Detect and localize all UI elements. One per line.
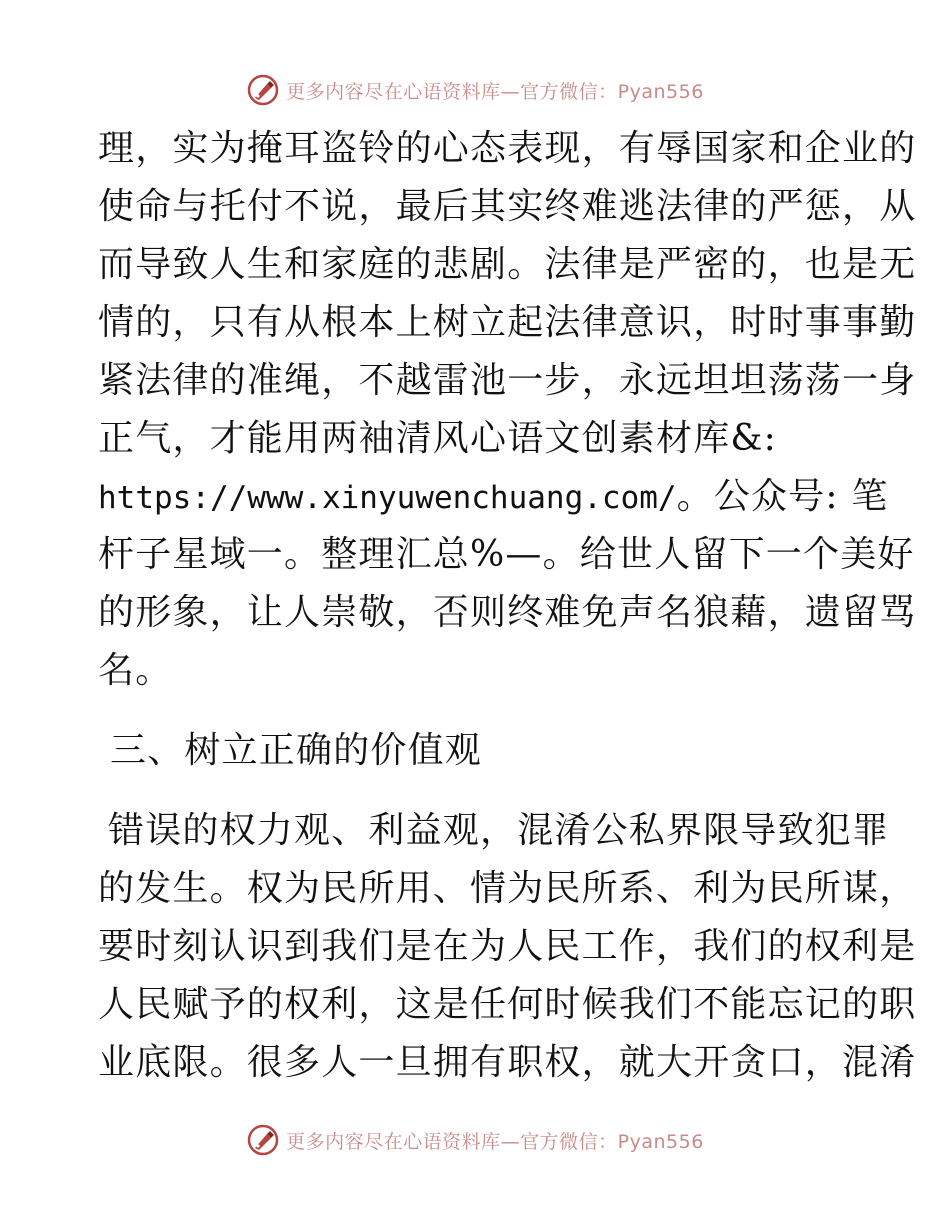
website-url: https://www.xinyuwenchuang.com/ xyxy=(98,480,677,516)
pen-nib-logo-icon xyxy=(246,1123,280,1157)
text-line: 业底限。很多人一旦拥有职权，就大开贪口，混淆 xyxy=(98,1042,917,1083)
url-text-line xyxy=(98,468,889,526)
header-watermark xyxy=(0,70,950,110)
footer-watermark xyxy=(0,1120,950,1160)
pen-nib-logo-icon xyxy=(246,73,280,107)
text-line: 而导致人生和家庭的悲剧。法律是严密的，也是无 xyxy=(98,244,917,285)
text-line: 使命与托付不说，最后其实终难逃法律的严惩，从 xyxy=(98,186,917,227)
url-line-rest: 。公众号: 笔 xyxy=(676,476,889,517)
paragraph xyxy=(98,120,917,700)
text-line: 正气，才能用两袖清风心语文创素材库&: xyxy=(98,418,777,459)
document-body xyxy=(98,120,917,1092)
text-line: 理，实为掩耳盗铃的心态表现，有辱国家和企业的 xyxy=(98,128,917,169)
text-line: 紧法律的准绳，不越雷池一步，永远坦坦荡荡一身 xyxy=(98,360,917,401)
text-line: 人民赋予的权利，这是任何时候我们不能忘记的职 xyxy=(98,984,917,1025)
watermark-text: 更多内容尽在心语资料库—官方微信：Pyan556 xyxy=(286,1130,704,1153)
text-line: 的形象，让人崇敬，否则终难免声名狼藉，遗留骂 xyxy=(98,592,917,633)
section-heading: 三、树立正确的价值观 xyxy=(110,730,483,771)
text-line: 杆子星域一。整理汇总%—。给世人留下一个美好 xyxy=(98,534,915,575)
text-line: 情的，只有从根本上树立起法律意识，时时事事勤 xyxy=(98,302,917,343)
paragraph xyxy=(98,802,917,1092)
text-line: 的发生。权为民所用、情为民所系、利为民所谋， xyxy=(98,868,917,909)
text-line: 错误的权力观、利益观，混淆公私界限导致犯罪 xyxy=(108,810,890,851)
text-line: 名。 xyxy=(98,650,173,691)
watermark-text: 更多内容尽在心语资料库—官方微信：Pyan556 xyxy=(286,80,704,103)
text-line: 要时刻认识到我们是在为人民工作，我们的权利是 xyxy=(98,926,917,967)
